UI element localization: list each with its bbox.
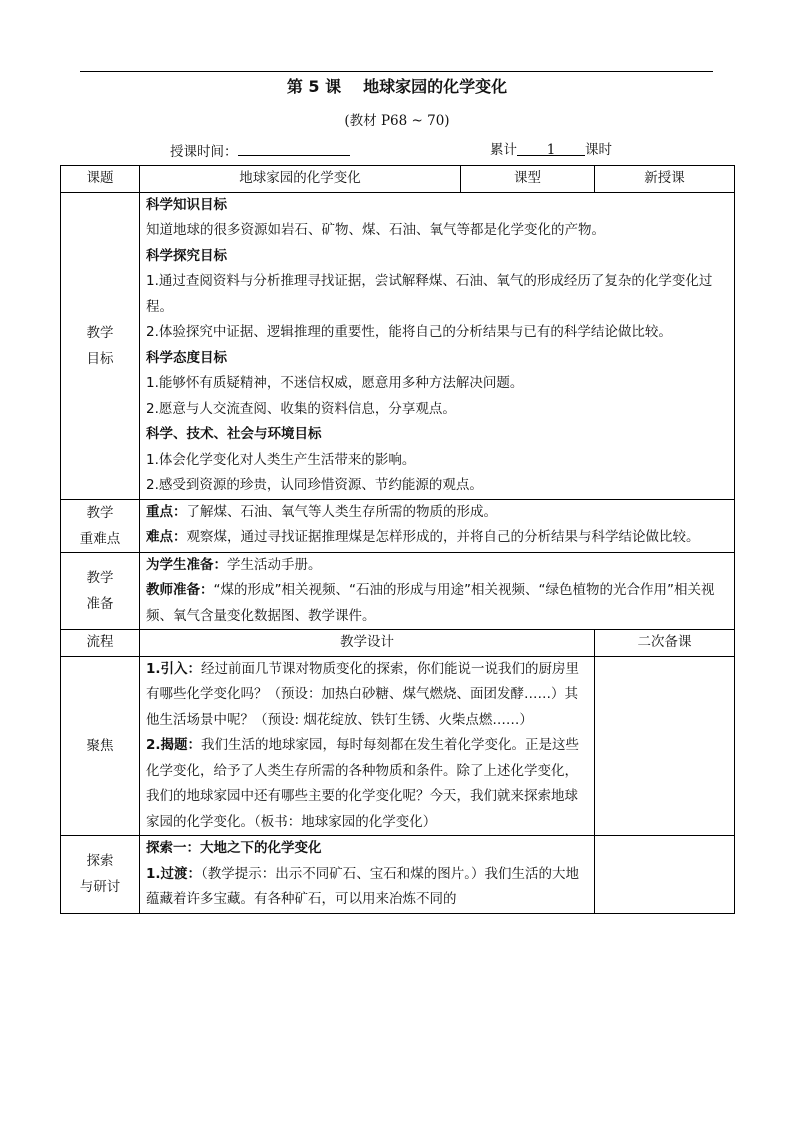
lesson-type-value: 新授课 — [595, 166, 735, 193]
goals-label-line2: 目标 — [86, 350, 114, 367]
period-count-value: 1 — [517, 141, 585, 156]
student-preparation-text: 学生活动手册。 — [227, 556, 322, 573]
table-row-topic — [61, 166, 735, 193]
preparation-label-line1: 教学 — [86, 569, 114, 586]
design-header: 教学设计 — [140, 630, 595, 657]
table-row-focus — [61, 656, 735, 836]
goal-text: 1.体会化学变化对人类生产生活带来的影响。 — [146, 451, 416, 468]
goal-text: 1.通过查阅资料与分析推理寻找证据，尝试解释煤、石油、氧气的形成经历了复杂的化学变化过程。 — [146, 273, 713, 315]
class-time-field — [170, 141, 350, 159]
explore-transition-label: 1.过渡： — [146, 865, 202, 882]
goal-heading-knowledge: 科学知识目标 — [146, 196, 227, 213]
explore-heading: 探索一：大地之下的化学变化 — [146, 840, 322, 856]
goal-heading-stse: 科学、技术、社会与环境目标 — [146, 426, 322, 442]
goal-heading-inquiry: 科学探究目标 — [146, 247, 227, 264]
table-row-explore — [61, 836, 735, 914]
table-row-flow-header — [61, 630, 735, 657]
focus-topic — [146, 733, 588, 835]
explore-transition-text: （教学提示：出示不同矿石、宝石和煤的图片。）我们生活的大地蕴藏着许多宝藏。有各种矿石，可以用来冶炼不同的 — [146, 865, 580, 907]
focus-intro-label: 1.引入： — [146, 660, 202, 677]
teacher-preparation-text: “煤的形成”相关视频、“石油的形成与用途”相关视频、“绿色植物的光合作用”相关视频、氧气含量变化数据图、教学课件。 — [146, 582, 715, 624]
goal-text: 2.愿意与人交流查阅、收集的资料信息，分享观点。 — [146, 400, 456, 417]
preparation-content — [140, 552, 735, 630]
difficulty — [146, 525, 728, 551]
goal-text: 1.能够怀有质疑精神，不迷信权威，愿意用多种方法解决问题。 — [146, 375, 524, 391]
difficulty-label: 难点： — [146, 529, 187, 545]
page-title — [0, 77, 794, 97]
keypoints-label — [61, 499, 140, 552]
period-count-label: 累计 — [490, 142, 517, 158]
explore-transition — [146, 862, 588, 913]
focus-topic-label: 2.揭题： — [146, 737, 202, 753]
focus-revision-cell — [595, 656, 735, 836]
explore-label-line2: 与研讨 — [79, 879, 121, 896]
explore-revision-cell — [595, 836, 735, 914]
period-count-unit: 课时 — [585, 142, 612, 158]
goals-label — [61, 192, 140, 499]
explore-label-line1: 探索 — [86, 853, 114, 870]
class-time-blank — [238, 141, 350, 156]
preparation-label-line2: 准备 — [86, 595, 114, 612]
goal-text: 知道地球的很多资源如岩石、矿物、煤、石油、氧气等都是化学变化的产物。 — [146, 222, 605, 238]
lesson-plan-table — [60, 165, 735, 914]
student-preparation — [146, 553, 728, 579]
student-preparation-label: 为学生准备： — [146, 556, 227, 573]
explore-content — [140, 836, 595, 914]
topic-value: 地球家园的化学变化 — [140, 166, 461, 193]
lesson-title: 地球家园的化学变化 — [363, 77, 508, 96]
goals-content — [140, 192, 735, 499]
class-time-label: 授课时间： — [170, 144, 238, 160]
goal-text: 2.体验探究中证据、逻辑推理的重要性，能将自己的分析结果与已有的科学结论做比较。 — [146, 324, 672, 340]
goal-heading-attitude: 科学态度目标 — [146, 349, 227, 366]
flow-header: 流程 — [61, 630, 140, 657]
table-row-preparation — [61, 552, 735, 630]
difficulty-text: 观察煤，通过寻找证据推理煤是怎样形成的，并将自己的分析结果与科学结论做比较。 — [186, 529, 700, 545]
focus-label: 聚焦 — [61, 656, 140, 836]
key-point — [146, 500, 728, 526]
goals-label-line1: 教学 — [86, 324, 114, 341]
keypoints-label-line1: 教学 — [86, 504, 114, 521]
textbook-reference: (教材 P68 ~ 70) — [344, 113, 450, 129]
lesson-number: 第 5 课 — [286, 77, 342, 96]
teacher-preparation-label: 教师准备： — [146, 582, 214, 598]
focus-topic-text: 我们生活的地球家园，每时每刻都在发生着化学变化。正是这些化学变化，给予了人类生存所需的各种物质和条件。除了上述化学变化，我们的地球家园中还有哪些主要的化学变化呢？今天，我们就来探索地球家园的化学变化。（板书：地球家园的化学变化） — [146, 737, 580, 830]
focus-content — [140, 656, 595, 836]
keypoints-content — [140, 499, 735, 552]
explore-label — [61, 836, 140, 914]
topic-label: 课题 — [61, 166, 140, 193]
key-point-text: 了解煤、石油、氧气等人类生存所需的物质的形成。 — [186, 503, 497, 520]
period-count-field — [490, 141, 612, 159]
table-row-goals — [61, 192, 735, 499]
teacher-preparation — [146, 578, 728, 629]
preparation-label — [61, 552, 140, 630]
lesson-type-label: 课型 — [461, 166, 595, 193]
goal-text: 2.感受到资源的珍贵，认同珍惜资源、节约能源的观点。 — [146, 477, 483, 493]
revision-header: 二次备课 — [595, 630, 735, 657]
keypoints-label-line2: 重难点 — [79, 530, 121, 547]
focus-intro — [146, 657, 588, 734]
focus-intro-text: 经过前面几节课对物质变化的探索，你们能说一说我们的厨房里有哪些化学变化吗？（预设：加热白砂糖、煤气燃烧、面团发酵……）其他生活场景中呢？（预设: 烟花绽放、铁钉生锈、火柴点燃……） — [146, 660, 580, 728]
key-point-label: 重点： — [146, 503, 187, 520]
table-row-keypoints — [61, 499, 735, 552]
header-rule — [80, 71, 713, 72]
